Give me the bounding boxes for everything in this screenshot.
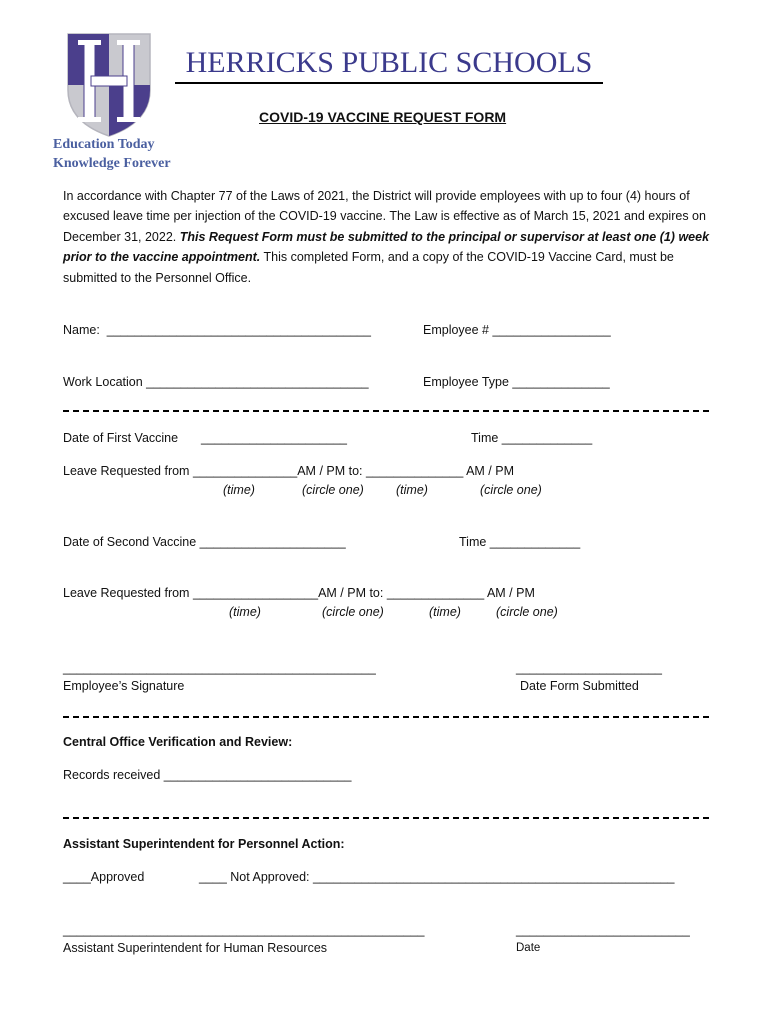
assistant-signature-line[interactable]: ____________________________________________________ [63, 923, 425, 937]
date-submitted-line[interactable]: _____________________ [516, 661, 662, 675]
school-name: HERRICKS PUBLIC SCHOOLS [175, 46, 603, 84]
work-location-field[interactable]: Work Location ________________________________ [63, 375, 369, 389]
leave2-time-hint-b: (time) [429, 605, 461, 619]
assistant-date-label: Date [516, 942, 541, 954]
intro-paragraph [63, 186, 713, 288]
date-submitted-label: Date Form Submitted [520, 679, 639, 693]
first-vaccine-date-field[interactable]: _____________________ [201, 431, 347, 445]
first-vaccine-label: Date of First Vaccine [63, 431, 179, 445]
intro-emphasis: This Request Form must be submitted to the principal or supervisor at least one (1) week prior to the vaccine appointment. [63, 229, 710, 265]
leave1-time-hint-b: (time) [396, 483, 428, 497]
second-vaccine-time-field[interactable]: Time _____________ [459, 535, 581, 549]
approved-field[interactable]: ____Approved [63, 870, 145, 884]
assistant-superintendent-heading: Assistant Superintendent for Personnel Action: [63, 837, 345, 851]
form-title: COVID-19 VACCINE REQUEST FORM [259, 109, 507, 125]
leave-request-1[interactable]: Leave Requested from _______________AM / PM to: ______________ AM / PM [63, 464, 515, 478]
school-shield-logo [66, 30, 152, 138]
records-received-field[interactable]: Records received ___________________________ [63, 768, 352, 782]
central-office-heading: Central Office Verification and Review: [63, 735, 293, 749]
motto-line-2: Knowledge Forever [53, 156, 171, 171]
leave2-circle-hint-b: (circle one) [496, 605, 558, 619]
divider [63, 410, 709, 412]
first-vaccine-time-field[interactable]: Time _____________ [471, 431, 593, 445]
employee-signature-label: Employee’s Signature [63, 679, 185, 693]
motto-line-1: Education Today [53, 137, 155, 152]
employee-number-field[interactable]: Employee # _________________ [423, 323, 611, 337]
leave1-circle-hint-b: (circle one) [480, 483, 542, 497]
name-field[interactable]: Name: ______________________________________ [63, 323, 371, 337]
assistant-date-line[interactable]: _________________________ [516, 923, 690, 937]
divider [63, 716, 709, 718]
intro-text: In accordance with Chapter 77 of the Laws of 2021, the District will provide employees with up to four (4) hours of excused leave time per injection of the COVID-19 vaccine. The Law is effective as of March 15, 2021 and expires on December 31, 2022. [63, 189, 706, 244]
not-approved-field[interactable]: ____ Not Approved: ____________________________________________________ [199, 870, 675, 884]
leave2-time-hint-a: (time) [229, 605, 261, 619]
leave-request-2[interactable]: Leave Requested from __________________AM / PM to: ______________ AM / PM [63, 586, 535, 600]
employee-signature-line[interactable]: _____________________________________________ [63, 661, 376, 675]
leave1-time-hint-a: (time) [223, 483, 255, 497]
leave2-circle-hint-a: (circle one) [322, 605, 384, 619]
employee-type-field[interactable]: Employee Type ______________ [423, 375, 610, 389]
second-vaccine-field[interactable]: Date of Second Vaccine _____________________ [63, 535, 346, 549]
divider [63, 817, 709, 819]
intro-closing: This completed Form, and a copy of the COVID-19 Vaccine Card, must be submitted to the Personnel Office. [63, 250, 674, 285]
assistant-signature-label: Assistant Superintendent for Human Resources [63, 941, 328, 955]
leave1-circle-hint-a: (circle one) [302, 483, 364, 497]
